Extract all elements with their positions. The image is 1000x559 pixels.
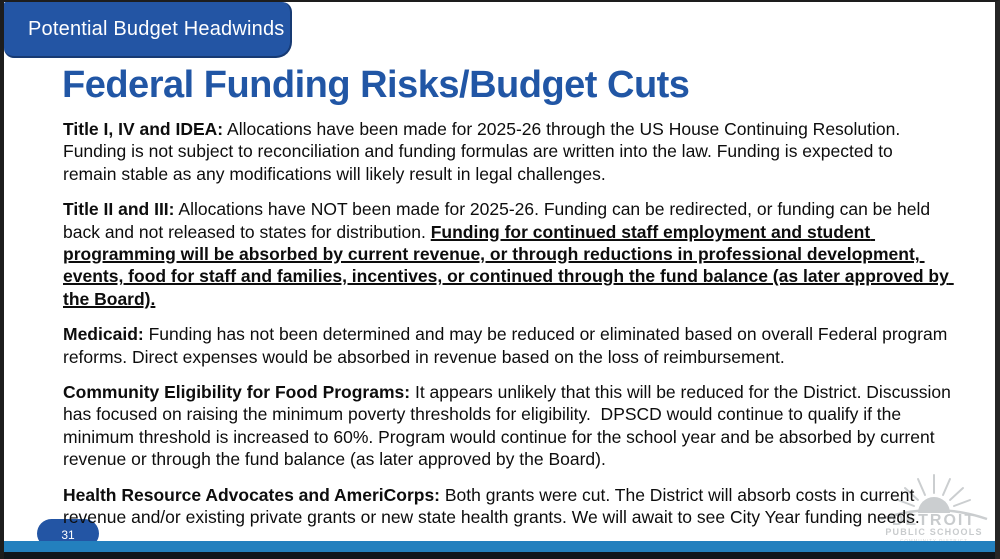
paragraph: Title II and III: Allocations have NOT been made for 2025-26. Funding can be redirected, or funding can be held back and not released to states for distribution. Funding for continued staff employment and student programming will be absorbed by current revenue, or through reductions in professional development, events, food for staff and families, incentives, or continued through the fund balance (as later approved by the Board). (63, 199, 954, 309)
paragraph: Medicaid: Funding has not been determined and may be reduced or eliminated based on overall Federal program reforms. Direct expenses would be absorbed in revenue based on the loss of reimbursement. (63, 324, 953, 367)
footer-blue-bar (4, 541, 995, 552)
page-number: 31 (61, 527, 75, 542)
slide-title: Federal Funding Risks/Budget Cuts (62, 64, 690, 106)
footer-dark-bar (4, 552, 995, 559)
paragraph: Health Resource Advocates and AmeriCorps: Both grants were cut. The District will absorb costs in current revenue and/or existing private grants or new state health grants. We will await to see City Year funding needs. (63, 484, 920, 528)
paragraph: Title I, IV and IDEA: Allocations have been made for 2025-26 through the US House Continuing Resolution. Funding is not subject to reconciliation and funding formulas are written into the law. Funding is expected to remain stable as any modifications will likely result in legal challenges. (63, 119, 910, 184)
logo-line1: DETROIT (891, 512, 977, 529)
paragraph: Community Eligibility for Food Programs: It appears unlikely that this will be reduced for the District. Discussion has focused on raising the minimum poverty thresholds for eligibility. DPSCD would continue to qualify if the minimum threshold is increased to 60%. Program would continue for the school year and be absorbed by current revenue or through the fund balance (as later approved by the Board). (63, 382, 956, 470)
logo-line2: PUBLIC SCHOOLS (885, 527, 983, 537)
slide-section-tab (4, 2, 292, 58)
slide-section-tab-label: Potential Budget Headwinds (28, 17, 285, 40)
body-paragraphs (63, 118, 956, 542)
